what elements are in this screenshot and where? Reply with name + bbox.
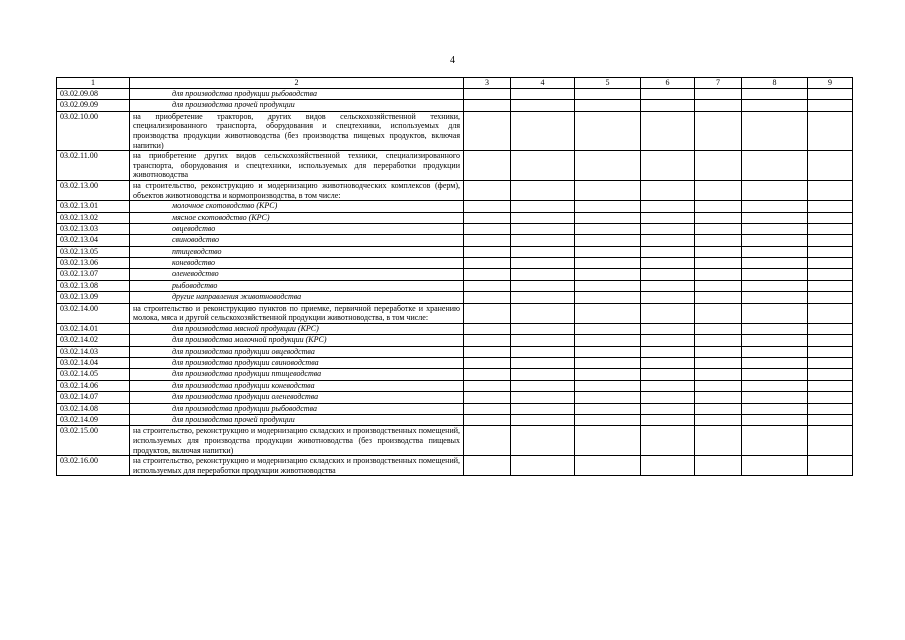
- row-code: 03.02.14.03: [57, 346, 130, 357]
- value-cell: [464, 414, 511, 425]
- value-cell: [695, 369, 742, 380]
- value-cell: [575, 180, 641, 200]
- row-name: для производства продукции оленеводства: [130, 392, 464, 403]
- value-cell: [641, 369, 695, 380]
- table-row: [57, 258, 853, 269]
- row-name: для производства продукции овцеводства: [130, 346, 464, 357]
- value-cell: [641, 235, 695, 246]
- value-cell: [511, 358, 575, 369]
- row-code: 03.02.14.02: [57, 335, 130, 346]
- table-row: [57, 380, 853, 391]
- value-cell: [808, 269, 853, 280]
- value-cell: [575, 335, 641, 346]
- value-cell: [641, 151, 695, 181]
- value-cell: [742, 212, 808, 223]
- value-cell: [641, 335, 695, 346]
- value-cell: [575, 201, 641, 212]
- value-cell: [511, 456, 575, 476]
- table-row: [57, 292, 853, 303]
- table-row: [57, 201, 853, 212]
- table-row: [57, 358, 853, 369]
- value-cell: [742, 151, 808, 181]
- value-cell: [575, 111, 641, 150]
- value-cell: [511, 380, 575, 391]
- row-code: 03.02.13.08: [57, 280, 130, 291]
- row-name: на приобретение других видов сельскохозяйственной техники, специализированного транспорта, оборудования и спецтехники, используемых для переработки продукции животноводства: [130, 151, 464, 181]
- value-cell: [511, 335, 575, 346]
- row-code: 03.02.15.00: [57, 426, 130, 456]
- value-cell: [641, 269, 695, 280]
- value-cell: [575, 456, 641, 476]
- value-cell: [464, 303, 511, 323]
- value-cell: [641, 201, 695, 212]
- row-code: 03.02.13.03: [57, 223, 130, 234]
- table-row: [57, 223, 853, 234]
- value-cell: [808, 392, 853, 403]
- value-cell: [641, 380, 695, 391]
- row-code: 03.02.09.09: [57, 100, 130, 111]
- value-cell: [742, 335, 808, 346]
- value-cell: [808, 358, 853, 369]
- value-cell: [808, 335, 853, 346]
- row-name: рыбоводство: [130, 280, 464, 291]
- row-name: для производства продукции коневодства: [130, 380, 464, 391]
- value-cell: [695, 426, 742, 456]
- value-cell: [808, 369, 853, 380]
- table-row: [57, 269, 853, 280]
- value-cell: [808, 246, 853, 257]
- value-cell: [695, 201, 742, 212]
- value-cell: [808, 403, 853, 414]
- value-cell: [742, 456, 808, 476]
- table-row: [57, 151, 853, 181]
- table-row: [57, 403, 853, 414]
- value-cell: [575, 358, 641, 369]
- value-cell: [575, 212, 641, 223]
- row-name: для производства продукции рыбоводства: [130, 403, 464, 414]
- row-code: 03.02.09.08: [57, 89, 130, 100]
- value-cell: [695, 212, 742, 223]
- table-row: [57, 456, 853, 476]
- value-cell: [464, 369, 511, 380]
- value-cell: [695, 380, 742, 391]
- value-cell: [808, 292, 853, 303]
- value-cell: [464, 258, 511, 269]
- value-cell: [695, 292, 742, 303]
- value-cell: [511, 292, 575, 303]
- value-cell: [695, 246, 742, 257]
- row-name: для производства прочей продукции: [130, 414, 464, 425]
- value-cell: [742, 303, 808, 323]
- value-cell: [464, 280, 511, 291]
- value-cell: [511, 280, 575, 291]
- value-cell: [511, 369, 575, 380]
- row-code: 03.02.14.04: [57, 358, 130, 369]
- value-cell: [695, 151, 742, 181]
- value-cell: [808, 100, 853, 111]
- value-cell: [808, 380, 853, 391]
- value-cell: [511, 392, 575, 403]
- row-code: 03.02.14.07: [57, 392, 130, 403]
- value-cell: [641, 403, 695, 414]
- value-cell: [695, 180, 742, 200]
- value-cell: [511, 323, 575, 334]
- value-cell: [641, 223, 695, 234]
- value-cell: [742, 323, 808, 334]
- value-cell: [641, 456, 695, 476]
- row-name: на строительство, реконструкцию и модернизацию животноводческих комплексов (ферм), объектов животноводства и кормопроизводства, в том числе:: [130, 180, 464, 200]
- value-cell: [742, 269, 808, 280]
- value-cell: [808, 323, 853, 334]
- value-cell: [742, 180, 808, 200]
- table-row: [57, 414, 853, 425]
- value-cell: [575, 246, 641, 257]
- value-cell: [695, 456, 742, 476]
- value-cell: [511, 414, 575, 425]
- value-cell: [464, 89, 511, 100]
- table-body: [57, 89, 853, 476]
- value-cell: [695, 89, 742, 100]
- row-code: 03.02.14.09: [57, 414, 130, 425]
- value-cell: [742, 414, 808, 425]
- row-code: 03.02.13.01: [57, 201, 130, 212]
- value-cell: [464, 111, 511, 150]
- value-cell: [575, 303, 641, 323]
- row-name: для производства продукции рыбоводства: [130, 89, 464, 100]
- value-cell: [511, 111, 575, 150]
- value-cell: [695, 269, 742, 280]
- value-cell: [464, 201, 511, 212]
- value-cell: [575, 280, 641, 291]
- table-row: [57, 235, 853, 246]
- row-name: другие направления животноводства: [130, 292, 464, 303]
- value-cell: [742, 358, 808, 369]
- value-cell: [464, 403, 511, 414]
- row-name: птицеводство: [130, 246, 464, 257]
- value-cell: [742, 280, 808, 291]
- value-cell: [575, 426, 641, 456]
- value-cell: [575, 89, 641, 100]
- value-cell: [575, 258, 641, 269]
- value-cell: [511, 426, 575, 456]
- value-cell: [742, 258, 808, 269]
- value-cell: [464, 246, 511, 257]
- table-row: [57, 323, 853, 334]
- value-cell: [808, 280, 853, 291]
- report-table: [56, 77, 853, 476]
- value-cell: [695, 335, 742, 346]
- table-row: [57, 335, 853, 346]
- value-cell: [511, 269, 575, 280]
- value-cell: [641, 280, 695, 291]
- value-cell: [695, 258, 742, 269]
- value-cell: [641, 111, 695, 150]
- value-cell: [808, 414, 853, 425]
- row-name: молочное скотоводство (КРС): [130, 201, 464, 212]
- column-header: 2: [130, 78, 464, 89]
- value-cell: [742, 380, 808, 391]
- value-cell: [511, 346, 575, 357]
- value-cell: [808, 111, 853, 150]
- value-cell: [641, 426, 695, 456]
- value-cell: [511, 223, 575, 234]
- value-cell: [695, 235, 742, 246]
- value-cell: [575, 380, 641, 391]
- value-cell: [695, 303, 742, 323]
- row-code: 03.02.14.08: [57, 403, 130, 414]
- table-row: [57, 246, 853, 257]
- value-cell: [742, 426, 808, 456]
- value-cell: [641, 212, 695, 223]
- table-row: [57, 111, 853, 150]
- table-row: [57, 426, 853, 456]
- value-cell: [742, 111, 808, 150]
- value-cell: [575, 346, 641, 357]
- value-cell: [695, 111, 742, 150]
- value-cell: [695, 323, 742, 334]
- value-cell: [742, 292, 808, 303]
- column-header: 7: [695, 78, 742, 89]
- value-cell: [511, 201, 575, 212]
- row-code: 03.02.13.02: [57, 212, 130, 223]
- value-cell: [575, 414, 641, 425]
- column-header: 4: [511, 78, 575, 89]
- table-row: [57, 280, 853, 291]
- value-cell: [575, 223, 641, 234]
- value-cell: [575, 235, 641, 246]
- value-cell: [808, 212, 853, 223]
- value-cell: [641, 414, 695, 425]
- value-cell: [641, 358, 695, 369]
- value-cell: [695, 358, 742, 369]
- value-cell: [641, 346, 695, 357]
- value-cell: [695, 223, 742, 234]
- row-code: 03.02.13.05: [57, 246, 130, 257]
- value-cell: [511, 180, 575, 200]
- header-row: [57, 78, 853, 89]
- value-cell: [695, 414, 742, 425]
- value-cell: [742, 235, 808, 246]
- row-code: 03.02.14.05: [57, 369, 130, 380]
- value-cell: [695, 392, 742, 403]
- row-name: овцеводство: [130, 223, 464, 234]
- value-cell: [464, 223, 511, 234]
- value-cell: [464, 323, 511, 334]
- value-cell: [511, 235, 575, 246]
- value-cell: [742, 246, 808, 257]
- value-cell: [464, 292, 511, 303]
- row-code: 03.02.13.04: [57, 235, 130, 246]
- value-cell: [511, 100, 575, 111]
- row-code: 03.02.14.00: [57, 303, 130, 323]
- row-code: 03.02.13.09: [57, 292, 130, 303]
- value-cell: [808, 151, 853, 181]
- value-cell: [742, 346, 808, 357]
- value-cell: [641, 392, 695, 403]
- value-cell: [575, 151, 641, 181]
- value-cell: [742, 392, 808, 403]
- value-cell: [808, 303, 853, 323]
- row-name: для производства продукции птицеводства: [130, 369, 464, 380]
- row-name: для производства молочной продукции (КРС): [130, 335, 464, 346]
- value-cell: [575, 100, 641, 111]
- column-header: 3: [464, 78, 511, 89]
- value-cell: [511, 246, 575, 257]
- column-header: 6: [641, 78, 695, 89]
- value-cell: [575, 392, 641, 403]
- value-cell: [464, 380, 511, 391]
- row-code: 03.02.13.06: [57, 258, 130, 269]
- table-row: [57, 212, 853, 223]
- row-name: свиноводство: [130, 235, 464, 246]
- row-code: 03.02.13.00: [57, 180, 130, 200]
- column-header: 5: [575, 78, 641, 89]
- row-name: на приобретение тракторов, других видов сельскохозяйственной техники, специализированного транспорта, оборудования и спецтехники, используемых для производства продукции животноводства (без производства пищевых продуктов, включая напитки): [130, 111, 464, 150]
- row-name: мясное скотоводство (КРС): [130, 212, 464, 223]
- row-code: 03.02.13.07: [57, 269, 130, 280]
- value-cell: [464, 335, 511, 346]
- value-cell: [464, 151, 511, 181]
- row-name: для производства продукции свиноводства: [130, 358, 464, 369]
- value-cell: [464, 100, 511, 111]
- value-cell: [641, 292, 695, 303]
- value-cell: [808, 426, 853, 456]
- row-name: коневодство: [130, 258, 464, 269]
- column-header: 1: [57, 78, 130, 89]
- value-cell: [641, 258, 695, 269]
- value-cell: [511, 212, 575, 223]
- value-cell: [464, 235, 511, 246]
- table-row: [57, 89, 853, 100]
- value-cell: [575, 403, 641, 414]
- row-code: 03.02.11.00: [57, 151, 130, 181]
- value-cell: [742, 223, 808, 234]
- table-row: [57, 303, 853, 323]
- value-cell: [464, 212, 511, 223]
- value-cell: [641, 323, 695, 334]
- value-cell: [808, 89, 853, 100]
- table-row: [57, 180, 853, 200]
- page-number: 4: [450, 55, 455, 66]
- value-cell: [808, 223, 853, 234]
- table-row: [57, 369, 853, 380]
- value-cell: [464, 456, 511, 476]
- value-cell: [511, 258, 575, 269]
- value-cell: [464, 346, 511, 357]
- column-header: 9: [808, 78, 853, 89]
- value-cell: [742, 403, 808, 414]
- row-name: на строительство, реконструкцию и модернизацию складских и производственных помещений, используемых для производства продукции животноводства (без производства пищевых продуктов, включая напитки): [130, 426, 464, 456]
- value-cell: [575, 292, 641, 303]
- value-cell: [695, 346, 742, 357]
- value-cell: [575, 369, 641, 380]
- value-cell: [695, 280, 742, 291]
- value-cell: [808, 456, 853, 476]
- value-cell: [464, 392, 511, 403]
- value-cell: [742, 201, 808, 212]
- value-cell: [695, 403, 742, 414]
- table-row: [57, 346, 853, 357]
- row-name: оленеводство: [130, 269, 464, 280]
- row-name: для производства прочей продукции: [130, 100, 464, 111]
- value-cell: [808, 258, 853, 269]
- value-cell: [742, 89, 808, 100]
- value-cell: [511, 303, 575, 323]
- value-cell: [464, 180, 511, 200]
- value-cell: [808, 201, 853, 212]
- value-cell: [641, 100, 695, 111]
- value-cell: [808, 346, 853, 357]
- row-code: 03.02.14.01: [57, 323, 130, 334]
- value-cell: [641, 246, 695, 257]
- value-cell: [575, 269, 641, 280]
- value-cell: [641, 89, 695, 100]
- value-cell: [511, 403, 575, 414]
- table-row: [57, 100, 853, 111]
- value-cell: [742, 369, 808, 380]
- value-cell: [511, 89, 575, 100]
- value-cell: [641, 303, 695, 323]
- value-cell: [464, 426, 511, 456]
- value-cell: [511, 151, 575, 181]
- value-cell: [742, 100, 808, 111]
- value-cell: [641, 180, 695, 200]
- row-name: на строительство и реконструкцию пунктов по приемке, первичной переработке и хранению молока, мяса и другой сельскохозяйственной продукции животноводства, в том числе:: [130, 303, 464, 323]
- row-code: 03.02.16.00: [57, 456, 130, 476]
- row-code: 03.02.10.00: [57, 111, 130, 150]
- column-header: 8: [742, 78, 808, 89]
- row-name: на строительство, реконструкцию и модернизацию складских и производственных помещений, используемых для переработки продукции животноводства: [130, 456, 464, 476]
- value-cell: [464, 358, 511, 369]
- value-cell: [575, 323, 641, 334]
- row-name: для производства мясной продукции (КРС): [130, 323, 464, 334]
- value-cell: [808, 180, 853, 200]
- table-row: [57, 392, 853, 403]
- row-code: 03.02.14.06: [57, 380, 130, 391]
- value-cell: [464, 269, 511, 280]
- value-cell: [695, 100, 742, 111]
- value-cell: [808, 235, 853, 246]
